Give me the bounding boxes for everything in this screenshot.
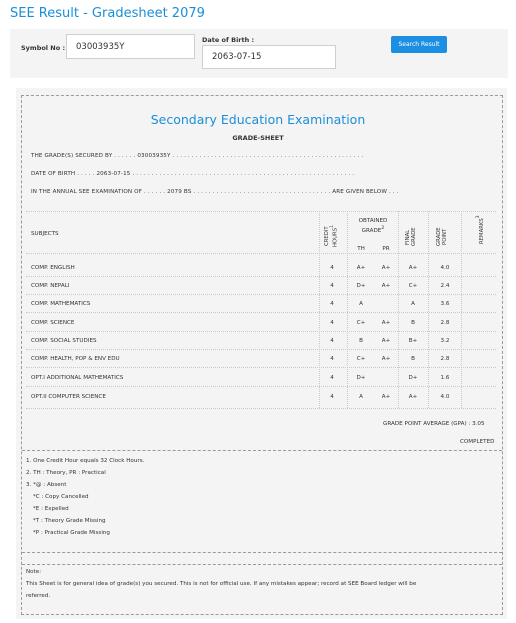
row-divider [26,367,496,368]
table-top-line [26,211,496,212]
remarks-header [477,215,486,245]
final-grade: D+ [408,375,418,381]
pr-grade: A+ [381,283,391,289]
subject-name: COMP. ENGLISH [31,265,75,271]
credit-hours: 4 [330,320,334,326]
note-divider-top [22,552,502,553]
table-header-line [26,253,496,254]
exam-title: Secondary Education Examination [150,112,366,127]
subjects-header: SUBJECTS [31,231,59,237]
footnote-theory-missing: *T : Theory Grade Missing [33,518,106,524]
note-text-line1: This Sheet is for general idea of grade(s) you secured. This is not for official use. If any mistakes appear; record at SEE Board ledger will be [26,581,417,587]
subject-name: COMP. MATHEMATICS [31,301,91,307]
result-status: COMPLETED [460,439,495,445]
table-col-line [398,211,399,408]
note-divider-bottom [22,564,502,565]
secured-by-line: THE GRADE(S) SECURED BY . . . . . . 03003935Y . . . . . . . . . . . . . . . . . . . . . . . . . . . . . . . . . . . . . . . . . . . . . . . . . . [31,153,364,159]
symbol-label: Symbol No : [21,44,66,52]
remarks-text: REMARKS [478,218,485,245]
final-grade: A+ [408,265,418,271]
credit-hours: 4 [330,338,334,344]
subject-name: COMP. HEALTH, POP & ENV EDU [31,356,120,362]
credit-hours: 4 [330,283,334,289]
th-grade: D+ [356,283,366,289]
grade-point: 2.8 [440,356,450,362]
footnote-copy-cancelled: *C : Copy Cancelled [33,494,89,500]
pr-grade: A+ [381,338,391,344]
final-grade: A+ [408,394,418,400]
note-label: Note: [26,569,42,575]
final-grade: B [411,320,415,326]
grade-point: 1.6 [440,375,450,381]
final-grade: A [411,301,415,307]
pr-grade: A+ [381,320,391,326]
pr-grade: A+ [381,265,391,271]
footnote-practical-missing: *P : Practical Grade Missing [33,530,110,536]
gradesheet-subtitle: GRADE-SHEET [232,134,284,142]
note-text-line2: referred. [26,593,51,599]
dob-input[interactable]: 2063-07-15 [202,45,336,69]
pr-header: PR [382,246,390,252]
row-divider [26,294,496,295]
footnote-expelled: *E : Expelled [33,506,69,512]
footnote-theory-practical: 2. TH : Theory, PR : Practical [26,470,106,476]
subject-name: OPT.I ADDITIONAL MATHEMATICS [31,375,124,381]
credit-hours: 4 [330,394,334,400]
th-grade: D+ [356,375,366,381]
pr-grade: A+ [381,356,391,362]
grade-point: 2.4 [440,283,450,289]
table-col-line [319,211,320,408]
th-grade: C+ [356,356,366,362]
th-grade: A [359,301,363,307]
table-bottom-line [26,408,496,409]
row-divider [26,276,496,277]
search-result-button[interactable]: Search Result [391,36,447,53]
credit-hours-sup: 1 [329,225,335,228]
credit-hours: 4 [330,301,334,307]
obtained-grade-sup: 2 [381,226,385,232]
th-grade: C+ [356,320,366,326]
subject-name: COMP. SOCIAL STUDIES [31,338,97,344]
row-divider [26,349,496,350]
gpa-text: GRADE POINT AVERAGE (GPA) : 3.05 [383,421,485,427]
row-divider [26,312,496,313]
table-col-line [347,211,348,408]
final-grade: B [411,356,415,362]
grade-point: 3.2 [440,338,450,344]
credit-hours-header [325,220,339,252]
dob-line: DATE OF BIRTH . . . . . 2063-07-15 . . . . . . . . . . . . . . . . . . . . . . . . . . . . . . . . . . . . . . . . . . . . . . . . . . . . . . . . . . [31,171,355,177]
footnote-divider [22,450,502,451]
subject-name: COMP. NEPALI [31,283,70,289]
obtained-grade-header [350,217,396,236]
credit-hours: 4 [330,356,334,362]
th-header: TH [357,246,365,252]
dob-label: Date of Birth : [202,36,255,44]
exam-line: IN THE ANNUAL SEE EXAMINATION OF . . . . . . 2079 BS . . . . . . . . . . . . . . . . . . . . . . . . . . . . . . . . . . . . ARE GIVEN BELOW . . . [31,189,399,195]
row-divider [26,331,496,332]
th-grade: A+ [356,265,366,271]
grade-point: 4.0 [440,394,450,400]
footnote-credit: 1. One Credit Hour equals 32 Clock Hours. [26,458,145,464]
credit-hours-text: CREDIT HOURS [324,226,339,247]
obtained-grade-text: OBTAINED GRADE [358,218,388,235]
grade-point: 3.6 [440,301,450,307]
remarks-sup: 3 [476,215,481,219]
subject-name: COMP. SCIENCE [31,320,75,326]
subject-name: OPT.II COMPUTER SCIENCE [31,394,106,400]
credit-hours: 4 [330,265,334,271]
grade-point: 2.8 [440,320,450,326]
final-grade: B+ [408,338,418,344]
th-grade: B [359,338,363,344]
grade-point-header: GRADE POINT [436,227,448,247]
page-title: SEE Result - Gradesheet 2079 [10,6,205,21]
credit-hours: 4 [330,375,334,381]
footnote-absent: 3. *@ : Absent [26,482,67,488]
final-grade: C+ [408,283,418,289]
symbol-input[interactable]: 03003935Y [66,34,195,59]
table-col-line [428,211,429,408]
final-grade-header: FINAL GRADE [405,227,417,247]
row-divider [26,386,496,387]
th-grade: A [359,394,363,400]
table-col-line [461,211,462,408]
pr-grade: A+ [381,394,391,400]
grade-point: 4.0 [440,265,450,271]
